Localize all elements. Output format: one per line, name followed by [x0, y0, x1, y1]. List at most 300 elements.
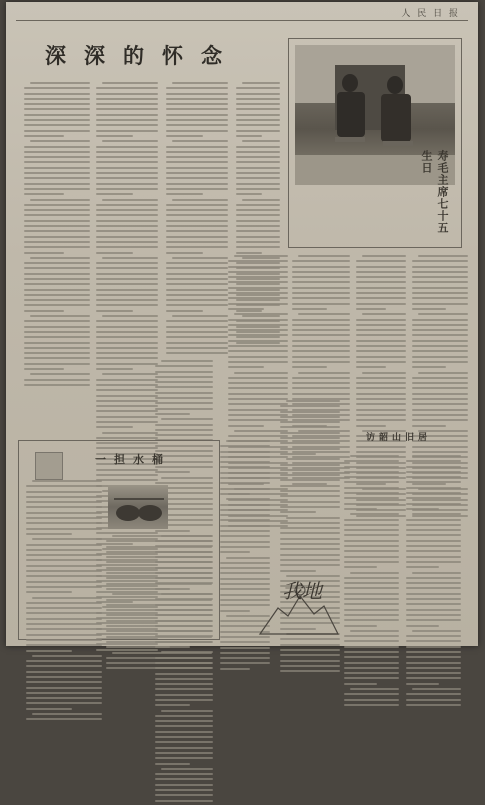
text-line: [228, 281, 288, 283]
text-line: [155, 365, 213, 367]
text-line: [155, 789, 213, 791]
text-line: [106, 641, 212, 643]
text-line: [96, 283, 158, 285]
text-line: [106, 556, 212, 558]
text-line: [166, 114, 228, 116]
text-line: [344, 662, 399, 664]
text-line: [166, 87, 228, 89]
text-line: [106, 561, 212, 563]
text-line: [228, 287, 288, 289]
text-line: [412, 303, 468, 305]
text-line: [106, 614, 212, 616]
text-line: [220, 456, 270, 458]
text-line: [228, 334, 288, 336]
text-line: [280, 660, 340, 662]
text-line: [96, 262, 158, 264]
text-line: [292, 350, 350, 352]
text-line: [96, 368, 133, 370]
text-line: [220, 530, 270, 532]
text-line: [155, 794, 213, 796]
text-line: [32, 538, 102, 540]
text-line: [350, 455, 399, 457]
text-line: [298, 255, 350, 257]
text-line: [406, 556, 461, 558]
text-line: [242, 140, 280, 142]
text-line: [26, 708, 72, 710]
text-line: [236, 156, 280, 158]
text-line: [344, 683, 377, 685]
text-line: [412, 513, 461, 515]
text-line: [344, 524, 399, 526]
text-line: [26, 602, 102, 604]
text-line: [172, 315, 228, 317]
text-line: [228, 366, 264, 368]
text-line: [280, 464, 340, 466]
text-line: [280, 532, 340, 534]
text-line: [96, 426, 133, 428]
text-line: [155, 408, 213, 410]
text-line: [220, 662, 270, 664]
text-line: [155, 736, 213, 738]
text-line: [406, 566, 439, 568]
text-line: [350, 688, 399, 690]
text-line: [356, 425, 386, 427]
text-line: [406, 497, 461, 499]
text-line: [26, 586, 102, 588]
text-line: [26, 639, 102, 641]
text-line: [236, 220, 280, 222]
text-line: [24, 172, 90, 174]
text-line: [166, 172, 228, 174]
text-line: [356, 340, 406, 342]
text-line: [24, 151, 90, 153]
text-line: [292, 276, 350, 278]
text-line: [26, 512, 102, 514]
text-line: [166, 193, 203, 195]
text-line: [30, 140, 90, 142]
text-line: [166, 289, 228, 291]
text-line: [32, 597, 102, 599]
text-line: [412, 455, 461, 457]
text-line: [26, 607, 102, 609]
text-line: [412, 387, 468, 389]
text-line: [166, 135, 203, 137]
text-line: [356, 297, 406, 299]
text-line: [406, 598, 461, 600]
text-line: [96, 357, 158, 359]
text-line: [96, 241, 158, 243]
text-line: [356, 361, 406, 363]
text-line: [280, 665, 340, 667]
text-line: [236, 124, 280, 126]
text-line: [166, 283, 228, 285]
text-line: [356, 287, 406, 289]
text-line: [24, 384, 90, 386]
text-line: [166, 225, 228, 227]
feature-title: 一担水桶: [95, 453, 171, 466]
text-line: [220, 567, 270, 569]
text-line: [298, 313, 350, 315]
text-line: [96, 161, 158, 163]
text-line: [226, 498, 270, 500]
text-line: [412, 329, 468, 331]
text-line: [220, 541, 270, 543]
text-line: [96, 410, 158, 412]
text-line: [96, 405, 158, 407]
text-line: [26, 665, 102, 667]
text-line: [406, 656, 461, 658]
text-line: [280, 442, 340, 444]
text-line: [344, 545, 399, 547]
poem-column-1: [344, 455, 399, 709]
text-line: [344, 519, 399, 521]
text-line: [26, 644, 102, 646]
text-line: [26, 522, 102, 524]
text-line: [412, 297, 468, 299]
text-line: [292, 361, 350, 363]
text-line: [155, 413, 190, 415]
text-line: [166, 204, 228, 206]
text-line: [406, 609, 461, 611]
text-line: [412, 419, 468, 421]
text-line: [161, 360, 213, 362]
text-line: [220, 636, 270, 638]
text-line: [356, 451, 406, 453]
text-line: [292, 308, 327, 310]
text-line: [26, 634, 102, 636]
text-line: [234, 313, 288, 315]
text-line: [166, 352, 228, 354]
text-line: [24, 103, 90, 105]
text-line: [24, 262, 90, 264]
text-line: [24, 273, 90, 275]
text-line: [406, 651, 461, 653]
text-line: [406, 466, 461, 468]
text-line: [172, 140, 228, 142]
text-line: [220, 472, 270, 474]
text-line: [412, 403, 468, 405]
text-line: [220, 641, 270, 643]
text-line: [220, 488, 270, 490]
text-line: [166, 252, 203, 254]
text-line: [350, 572, 399, 574]
text-line: [292, 377, 350, 379]
text-line: [280, 495, 340, 497]
text-line: [24, 161, 90, 163]
text-line: [26, 506, 102, 508]
text-line: [220, 652, 270, 654]
text-line: [406, 582, 461, 584]
text-line: [96, 209, 158, 211]
text-line: [96, 214, 158, 216]
text-line: [106, 567, 212, 569]
text-line: [220, 466, 270, 468]
text-line: [106, 551, 212, 553]
text-line: [292, 287, 350, 289]
text-line: [406, 561, 461, 563]
text-line: [96, 278, 158, 280]
text-line: [166, 299, 228, 301]
text-line: [155, 757, 213, 759]
text-line: [96, 347, 158, 349]
text-line: [280, 511, 316, 513]
text-line: [220, 525, 270, 527]
text-line: [96, 124, 158, 126]
text-line: [24, 299, 90, 301]
text-line: [24, 177, 90, 179]
text-line: [106, 630, 212, 632]
text-line: [356, 393, 406, 395]
text-line: [155, 778, 213, 780]
text-line: [344, 534, 399, 536]
text-line: [24, 236, 90, 238]
text-line: [96, 395, 158, 397]
text-line: [96, 177, 158, 179]
text-line: [155, 397, 213, 399]
text-line: [236, 87, 280, 89]
text-line: [24, 368, 64, 370]
text-line: [96, 416, 158, 418]
text-line: [220, 477, 270, 479]
text-line: [406, 672, 461, 674]
text-line: [26, 575, 102, 577]
text-line: [26, 549, 102, 551]
text-line: [96, 289, 158, 291]
text-line: [26, 485, 102, 487]
text-line: [228, 409, 288, 411]
text-line: [356, 271, 406, 273]
text-line: [220, 610, 250, 612]
text-line: [412, 366, 446, 368]
text-line: [24, 220, 90, 222]
text-line: [155, 725, 213, 727]
text-line: [24, 146, 90, 148]
text-line: [344, 593, 399, 595]
text-line: [344, 540, 399, 542]
text-line: [26, 517, 102, 519]
text-line: [412, 324, 468, 326]
text-line: [24, 214, 90, 216]
text-line: [406, 508, 439, 510]
text-line: [106, 572, 212, 574]
text-line: [24, 320, 90, 322]
text-line: [172, 257, 228, 259]
text-line: [292, 356, 350, 358]
text-line: [24, 183, 90, 185]
text-line: [344, 635, 399, 637]
text-line: [96, 230, 158, 232]
text-line: [96, 267, 158, 269]
text-line: [344, 582, 399, 584]
text-line: [26, 491, 102, 493]
text-line: [362, 372, 406, 374]
text-line: [24, 98, 90, 100]
text-line: [26, 681, 102, 683]
text-line: [24, 379, 90, 381]
text-line: [236, 193, 262, 195]
text-line: [26, 618, 102, 620]
text-line: [166, 103, 228, 105]
text-line: [166, 167, 228, 169]
text-line: [292, 260, 350, 262]
text-line: [292, 303, 350, 305]
text-line: [292, 382, 350, 384]
text-line: [166, 161, 228, 163]
text-line: [356, 382, 406, 384]
text-line: [292, 393, 350, 395]
text-line: [166, 294, 228, 296]
text-line: [228, 266, 288, 268]
text-line: [166, 124, 228, 126]
text-line: [96, 336, 158, 338]
text-line: [356, 398, 406, 400]
text-line: [106, 620, 212, 622]
text-line: [220, 461, 270, 463]
text-line: [292, 387, 350, 389]
feature-logo: [35, 452, 63, 480]
text-line: [166, 151, 228, 153]
text-line: [236, 167, 280, 169]
text-line: [155, 752, 213, 754]
text-line: [26, 671, 102, 673]
text-line: [96, 114, 158, 116]
text-line: [106, 609, 212, 611]
text-line: [344, 603, 399, 605]
text-line: [24, 294, 90, 296]
text-line: [96, 204, 158, 206]
text-line: [280, 527, 340, 529]
text-line: [292, 319, 350, 321]
text-line: [30, 82, 90, 84]
text-line: [24, 124, 90, 126]
text-line: [102, 199, 158, 201]
text-line: [24, 347, 90, 349]
text-line: [155, 800, 213, 802]
text-line: [356, 356, 406, 358]
text-line: [106, 657, 212, 659]
text-line: [412, 451, 468, 453]
text-line: [236, 183, 280, 185]
text-line: [161, 418, 213, 420]
text-line: [344, 492, 399, 494]
text-line: [166, 93, 228, 95]
text-line: [406, 683, 439, 685]
article-column-1: [24, 82, 90, 389]
text-line: [32, 480, 102, 482]
text-line: [406, 614, 461, 616]
text-line: [96, 135, 133, 137]
text-line: [406, 550, 461, 552]
text-line: [292, 292, 350, 294]
text-line: [344, 508, 377, 510]
text-line: [356, 366, 386, 368]
text-line: [96, 193, 133, 195]
text-line: [166, 241, 228, 243]
text-line: [236, 209, 280, 211]
text-line: [344, 466, 399, 468]
text-line: [26, 544, 102, 546]
text-line: [26, 581, 102, 583]
text-line: [228, 319, 288, 321]
text-line: [166, 342, 228, 344]
text-line: [236, 252, 262, 254]
text-line: [96, 294, 158, 296]
text-line: [96, 389, 158, 391]
article-column-10: [220, 440, 270, 673]
text-line: [96, 103, 158, 105]
text-line: [96, 220, 158, 222]
text-line: [96, 87, 158, 89]
text-line: [24, 331, 90, 333]
text-line: [356, 377, 406, 379]
text-line: [292, 281, 350, 283]
text-line: [166, 246, 228, 248]
text-line: [96, 130, 158, 132]
text-line: [344, 561, 399, 563]
text-line: [30, 373, 90, 375]
text-line: [362, 255, 406, 257]
text-line: [24, 304, 90, 306]
text-line: [24, 342, 90, 344]
text-line: [236, 172, 280, 174]
text-line: [406, 704, 461, 706]
text-line: [24, 204, 90, 206]
text-line: [166, 98, 228, 100]
text-line: [236, 204, 280, 206]
text-line: [106, 577, 212, 579]
text-line: [344, 577, 399, 579]
text-line: [412, 308, 446, 310]
text-line: [155, 392, 213, 394]
text-line: [228, 308, 264, 310]
text-line: [228, 393, 288, 395]
text-line: [344, 497, 399, 499]
text-line: [280, 644, 340, 646]
text-line: [356, 276, 406, 278]
text-line: [96, 384, 158, 386]
text-line: [96, 400, 158, 402]
text-line: [228, 425, 264, 427]
text-line: [412, 398, 468, 400]
text-line: [24, 363, 90, 365]
text-line: [344, 481, 399, 483]
text-line: [24, 310, 64, 312]
text-line: [220, 647, 270, 649]
text-line: [280, 432, 340, 434]
text-line: [344, 487, 399, 489]
text-line: [344, 587, 399, 589]
text-line: [242, 82, 280, 84]
text-line: [166, 320, 228, 322]
text-line: [292, 366, 327, 368]
text-line: [406, 667, 461, 669]
text-line: [406, 487, 461, 489]
text-line: [30, 257, 90, 259]
text-line: [30, 315, 90, 317]
text-line: [412, 377, 468, 379]
text-line: [280, 543, 340, 545]
text-line: [406, 640, 461, 642]
text-line: [24, 246, 90, 248]
text-line: [344, 460, 399, 462]
text-line: [166, 310, 203, 312]
text-line: [236, 236, 280, 238]
text-line: [26, 660, 102, 662]
text-line: [236, 188, 280, 190]
text-line: [406, 699, 461, 701]
text-line: [280, 421, 340, 423]
text-line: [96, 93, 158, 95]
